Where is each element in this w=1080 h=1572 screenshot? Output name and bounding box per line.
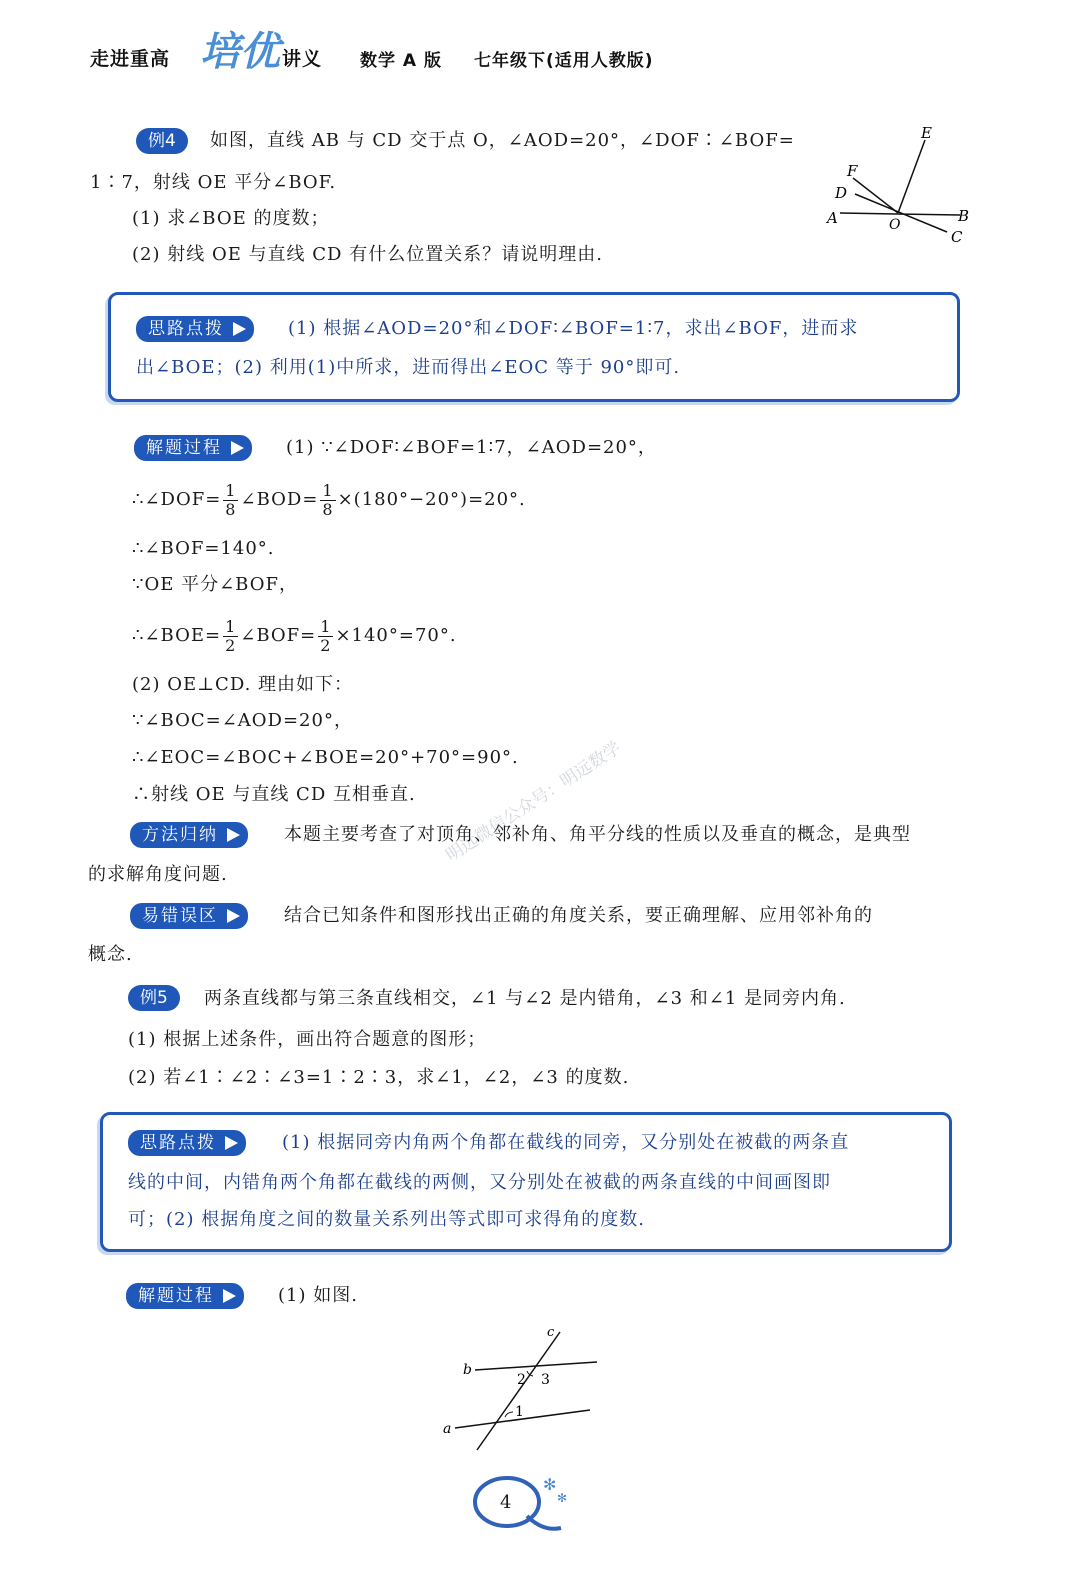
ex5-angle-1: 1 <box>515 1404 524 1420</box>
ex4-label-F: F <box>847 162 858 180</box>
ex5-hint-line1: (1) 根据同旁内角两个角都在截线的同旁，又分别处在被截的两条直 <box>282 1132 850 1153</box>
page-number-ornament <box>465 1470 575 1540</box>
ex4-hint-badge: 思路点拨 <box>136 316 254 342</box>
common-mistakes-line2: 概念. <box>88 944 133 965</box>
ex4-sol5-part-c: ×140°=70°. <box>335 625 457 646</box>
fraction-numerator: 1 <box>225 616 237 636</box>
watermark: 明远微信公众号：明远数学 <box>442 738 625 866</box>
ex5-angle-3: 3 <box>541 1372 550 1388</box>
ex4-solution-line7: ∵∠BOC=∠AOD=20°， <box>132 710 353 731</box>
ex4-question1: (1) 求∠BOE 的度数； <box>132 208 330 229</box>
ex5-label-a: a <box>443 1421 452 1437</box>
ex5-question1: (1) 根据上述条件，画出符合题意的图形； <box>128 1029 487 1050</box>
method-summary-line2: 的求解角度问题. <box>88 864 228 885</box>
ex4-sol5-part-b: ∠BOF= <box>240 625 317 646</box>
ex4-label-E: E <box>921 124 932 142</box>
ex4-hint-box <box>108 292 960 402</box>
example-4-badge: 例4 <box>136 128 188 154</box>
fraction-one-half-2 <box>318 618 333 655</box>
header-title: 讲义 <box>282 48 323 70</box>
ex4-solution-line4: ∵OE 平分∠BOF， <box>132 574 298 595</box>
ex4-solution-line6: (2) OE⊥CD. 理由如下： <box>132 674 354 695</box>
ex4-label-A: A <box>827 209 838 227</box>
header-logo: 培优 <box>200 28 280 75</box>
header-grade: 七年级下(适用人教版) <box>474 51 654 71</box>
header-subject: 数学 A 版 <box>360 51 442 71</box>
ex4-sol2-part-c: ×(180°−20°)=20°. <box>337 489 526 510</box>
ex4-solution-line8: ∴∠EOC=∠BOC+∠BOE=20°+70°=90°. <box>132 747 519 768</box>
ex5-solution-line1: (1) 如图. <box>278 1285 358 1306</box>
ex5-line1: 两条直线都与第三条直线相交，∠1 与∠2 是内错角，∠3 和∠1 是同旁内角. <box>204 988 846 1009</box>
fraction-denominator: 2 <box>320 635 332 655</box>
ex4-solution-line1: (1) ∵∠DOF∶∠BOF=1∶7，∠AOD=20°， <box>286 437 657 458</box>
common-mistakes-badge: 易错误区 <box>130 903 248 929</box>
fraction-numerator: 1 <box>320 616 332 636</box>
ex4-solution-line2 <box>132 478 526 522</box>
header-series: 走进重高 <box>90 48 171 70</box>
ex4-solution-line3: ∴∠BOF=140°. <box>132 538 275 559</box>
ex5-label-c: c <box>547 1325 555 1340</box>
ex4-solution-line5 <box>132 614 457 658</box>
ex4-label-D: D <box>835 184 848 202</box>
ex4-hint-line1: (1) 根据∠AOD=20°和∠DOF∶∠BOF=1∶7，求出∠BOF，进而求 <box>288 318 859 339</box>
ex5-angle-2: 2 <box>517 1372 526 1388</box>
ex4-label-C: C <box>951 228 963 246</box>
ex4-solution-line9: ∴射线 OE 与直线 CD 互相垂直. <box>132 784 416 805</box>
method-summary-badge: 方法归纳 <box>130 822 248 848</box>
fraction-one-eighth <box>223 482 238 519</box>
ex4-label-B: B <box>958 207 970 225</box>
ex5-solution-badge: 解题过程 <box>126 1283 244 1309</box>
snowflake-icon: ✻ <box>543 1475 557 1494</box>
ex4-angle-figure <box>815 120 985 250</box>
ex4-line2: 1∶7，射线 OE 平分∠BOF. <box>90 172 337 193</box>
ex4-line1: 如图，直线 AB 与 CD 交于点 O，∠AOD=20°，∠DOF∶∠BOF= <box>210 130 795 151</box>
method-summary-line1: 本题主要考查了对顶角、邻补角、角平分线的性质以及垂直的概念，是典型 <box>284 824 911 845</box>
ex4-sol5-part-a: ∴∠BOE= <box>132 625 222 646</box>
fraction-numerator: 1 <box>225 480 237 500</box>
ex5-hint-line2: 线的中间，内错角两个角都在截线的两侧，又分别处在被截的两条直线的中间画图即 <box>128 1172 831 1193</box>
ex4-solution-badge: 解题过程 <box>134 435 252 461</box>
page-number: 4 <box>500 1492 512 1513</box>
fraction-numerator: 1 <box>322 480 334 500</box>
fraction-denominator: 2 <box>225 635 237 655</box>
fraction-one-eighth-2 <box>320 482 335 519</box>
ex4-sol2-part-a: ∴∠DOF= <box>132 489 222 510</box>
example-5-badge: 例5 <box>128 985 180 1011</box>
snowflake-icon-small: ✻ <box>557 1491 568 1505</box>
ex4-question2: (2) 射线 OE 与直线 CD 有什么位置关系？请说明理由. <box>132 244 603 265</box>
fraction-one-half <box>223 618 238 655</box>
ex5-question2: (2) 若∠1∶∠2∶∠3=1∶2∶3，求∠1，∠2，∠3 的度数. <box>128 1067 630 1088</box>
ex5-hint-badge: 思路点拨 <box>128 1130 246 1156</box>
ex5-hint-line3: 可；(2) 根据角度之间的数量关系列出等式即可求得角的度数. <box>128 1209 645 1230</box>
ex4-sol2-part-b: ∠BOD= <box>240 489 319 510</box>
ex4-label-O: O <box>889 217 901 233</box>
fraction-denominator: 8 <box>225 499 237 519</box>
ex5-label-b: b <box>463 1362 472 1378</box>
ex5-parallel-lines-figure <box>435 1320 610 1460</box>
common-mistakes-line1: 结合已知条件和图形找出正确的角度关系，要正确理解、应用邻补角的 <box>284 905 873 926</box>
ex4-hint-line2: 出∠BOE；(2) 利用(1)中所求，进而得出∠EOC 等于 90°即可. <box>136 357 681 378</box>
fraction-denominator: 8 <box>322 499 334 519</box>
